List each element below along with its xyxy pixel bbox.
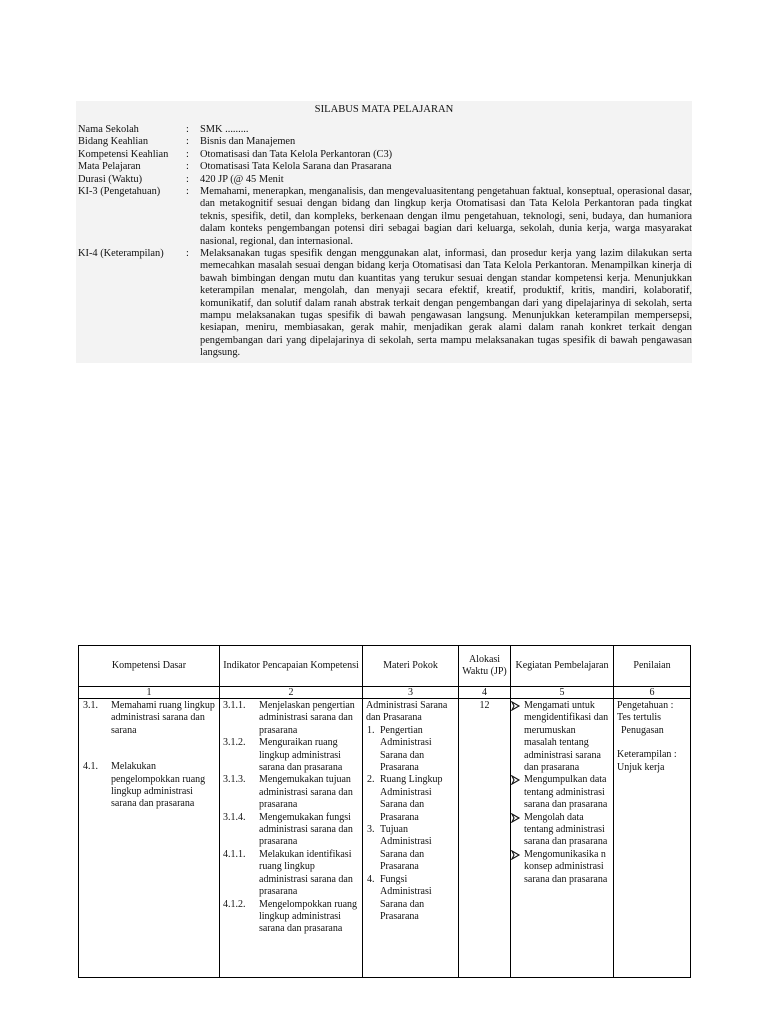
indikator-item — [223, 812, 359, 849]
kompetensi-dasar-item — [82, 761, 216, 811]
penilaian-item: Penugasan — [621, 724, 664, 736]
info-value: Melaksanakan tugas spesifik dengan menggunakan alat, informasi, dan prosedur kerja yang lazim dilakukan serta memecahkan masalah sesuai dengan bidang kerja Otomatisasi dan Tata Kelola Perkantoran. Menampilkan kinerja di bawah bimbingan dengan mutu dan kuantitas yang terukur sesuai dengan standar kompetensi kerja. Menunjukkan keterampilan menalar, mengolah, dan menyaji secara efektif, kreatif, produktif, kritis, mandiri, kolaboratif, komunikatif, dan solutif dalam ranah abstrak terkait dengan pengembangan dari yang dipelajarinya di sekolah, serta mampu melaksanakan tugas spesifik di bawah pengawasan langsung. Menunjukkan keterampilan mempersepsi, kesiapan, meniru, membiasakan, gerak mahir, menjadikan gerak alami dalam ranah konkret terkait dengan pengembangan dari yang dipelajarinya di sekolah, serta mampu melaksanakan tugas spesifik di bawah pengawasan langsung. — [200, 248, 692, 359]
kegiatan-cell — [511, 699, 614, 978]
info-colon: : — [186, 161, 189, 173]
info-label: KI-3 (Pengetahuan) — [78, 186, 161, 197]
indikator-text: Menjelaskan pengertian administrasi sarana dan prasarana — [259, 700, 355, 736]
column-number: 1 — [79, 687, 220, 699]
kegiatan-text: Mengumpulkan data tentang administrasi sarana dan prasarana — [524, 774, 608, 811]
info-label: Kompetensi Keahlian — [78, 148, 169, 160]
indikator-text: Mengemukakan fungsi administrasi sarana dan prasarana — [259, 811, 353, 848]
materi-text: Fungsi Administrasi Sarana dan Prasarana — [380, 873, 432, 922]
kompetensi-text: Memahami ruang lingkup administrasi sarana dan sarana — [111, 700, 215, 736]
column-number: 4 — [459, 687, 511, 699]
materi-number: 3. — [367, 824, 375, 836]
arrow-bullet-icon — [511, 850, 521, 860]
column-number: 5 — [511, 687, 614, 699]
kompetensi-number: 3.1. — [83, 700, 98, 711]
info-label: Bidang Keahlian — [78, 136, 149, 148]
column-number: 6 — [614, 687, 691, 699]
info-colon: : — [186, 148, 189, 160]
indikator-number: 3.1.4. — [223, 811, 246, 823]
info-value: Memahami, menerapkan, menganalisis, dan mengevaluasitentang pengetahuan faktual, konseptual, operasional dasar, dan metakognitif sesuai dengan bidang dan lingkup kerja Otomatisasi dan Tata Kelola Perkantoran pada tingkat teknis, spesifik, detil, dan kompleks, berkenaan dengan ilmu pengetahuan, teknologi, seni, budaya, dan humaniora dalam konteks pengembangan potensi diri sebagai bagian dari keluarga, sekolah, dunia kerja, warga masyarakat nasional, regional, dan internasional. — [200, 186, 692, 247]
info-value: SMK ......... — [200, 124, 249, 135]
kompetensi-number: 4.1. — [83, 761, 98, 773]
indikator-text: Mengemukakan tujuan administrasi sarana dan prasarana — [259, 774, 353, 811]
column-number-row — [79, 687, 691, 699]
kegiatan-item — [514, 849, 610, 886]
indikator-cell — [220, 699, 363, 978]
indikator-item — [223, 737, 359, 774]
materi-number: 4. — [367, 873, 375, 885]
table-header-row — [79, 646, 691, 687]
penilaian-item: Unjuk kerja — [617, 761, 665, 773]
penilaian-item: Tes tertulis — [617, 712, 662, 724]
indikator-item — [223, 899, 359, 936]
kegiatan-item — [514, 812, 610, 849]
column-header-kegiatan: Kegiatan Pembelajaran — [511, 646, 614, 687]
indikator-text: Mengelompokkan ruang lingkup administrasi sarana dan prasarana — [259, 898, 358, 935]
indikator-number: 3.1.3. — [223, 774, 246, 786]
arrow-bullet-icon — [511, 775, 521, 785]
indikator-item — [223, 700, 359, 737]
arrow-bullet-icon — [511, 813, 521, 823]
penilaian-pengetahuan-label: Pengetahuan : — [617, 700, 674, 711]
syllabus-table — [78, 645, 691, 978]
info-colon: : — [186, 248, 189, 259]
indikator-number: 3.1.2. — [223, 737, 246, 749]
indikator-number: 4.1.2. — [223, 898, 246, 910]
penilaian-keterampilan-label: Keterampilan : — [617, 749, 677, 761]
info-label: Durasi (Waktu) — [78, 173, 143, 185]
materi-number: 2. — [367, 774, 375, 786]
materi-number: 1. — [367, 724, 375, 736]
indikator-item — [223, 849, 359, 899]
info-value: 420 JP (@ 45 Menit — [200, 173, 284, 185]
materi-pokok-cell — [363, 699, 459, 978]
info-label: KI-4 (Keterampilan) — [78, 248, 164, 259]
penilaian-cell — [614, 699, 691, 978]
info-colon: : — [186, 136, 189, 148]
indikator-number: 4.1.1. — [223, 848, 246, 860]
materi-pokok-item — [366, 824, 455, 874]
table-row — [79, 699, 691, 978]
kompetensi-text: Melakukan pengelompokkan ruang lingkup administrasi sarana dan prasarana — [111, 761, 206, 810]
materi-text: Ruang Lingkup Administrasi Sarana dan Prasarana — [380, 774, 443, 823]
materi-text: Pengertian Administrasi Sarana dan Prasarana — [380, 724, 432, 774]
column-header-penilaian: Penilaian — [614, 646, 691, 687]
alokasi-waktu-cell: 12 — [459, 699, 511, 978]
kegiatan-item — [514, 774, 610, 811]
info-colon: : — [186, 124, 189, 135]
info-label: Mata Pelajaran — [78, 161, 141, 173]
info-value: Otomatisasi Tata Kelola Sarana dan Prasarana — [200, 161, 392, 173]
syllabus-header — [76, 101, 692, 363]
materi-pokok-item — [366, 725, 455, 775]
materi-pokok-item — [366, 774, 455, 824]
column-header-indikator: Indikator Pencapaian Kompetensi — [220, 646, 363, 687]
kompetensi-dasar-item — [82, 700, 216, 737]
materi-pokok-item — [366, 874, 455, 924]
info-label: Nama Sekolah — [78, 124, 139, 135]
document-title: SILABUS MATA PELAJARAN — [314, 104, 454, 115]
indikator-text: Melakukan identifikasi ruang lingkup administrasi sarana dan prasarana — [259, 848, 353, 898]
kegiatan-item — [514, 700, 610, 774]
info-value: Otomatisasi dan Tata Kelola Perkantoran (C3) — [200, 148, 393, 160]
info-value: Bisnis dan Manajemen — [200, 136, 296, 148]
info-colon: : — [186, 186, 189, 197]
column-header-alokasi-waktu: Alokasi Waktu (JP) — [459, 646, 511, 687]
info-colon: : — [186, 173, 189, 185]
kegiatan-text: Mengolah data tentang administrasi sarana dan prasarana — [524, 811, 608, 848]
indikator-number: 3.1.1. — [223, 700, 246, 711]
column-header-materi-pokok: Materi Pokok — [363, 646, 459, 687]
materi-pokok-intro: Administrasi Sarana dan Prasarana — [366, 700, 448, 724]
arrow-bullet-icon — [511, 701, 521, 711]
kompetensi-dasar-cell — [79, 699, 220, 978]
column-number: 2 — [220, 687, 363, 699]
materi-text: Tujuan Administrasi Sarana dan Prasarana — [380, 824, 432, 873]
indikator-text: Menguraikan ruang lingkup administrasi sarana dan prasarana — [259, 737, 343, 774]
kegiatan-text: Mengamati untuk mengidentifikasi dan merumuskan masalah tentang administrasi sarana dan prasarana — [524, 700, 609, 774]
kegiatan-text: Mengomunikasika n konsep administrasi sarana dan prasarana — [524, 848, 608, 885]
column-number: 3 — [363, 687, 459, 699]
indikator-item — [223, 774, 359, 811]
column-header-kompetensi-dasar: Kompetensi Dasar — [79, 646, 220, 687]
